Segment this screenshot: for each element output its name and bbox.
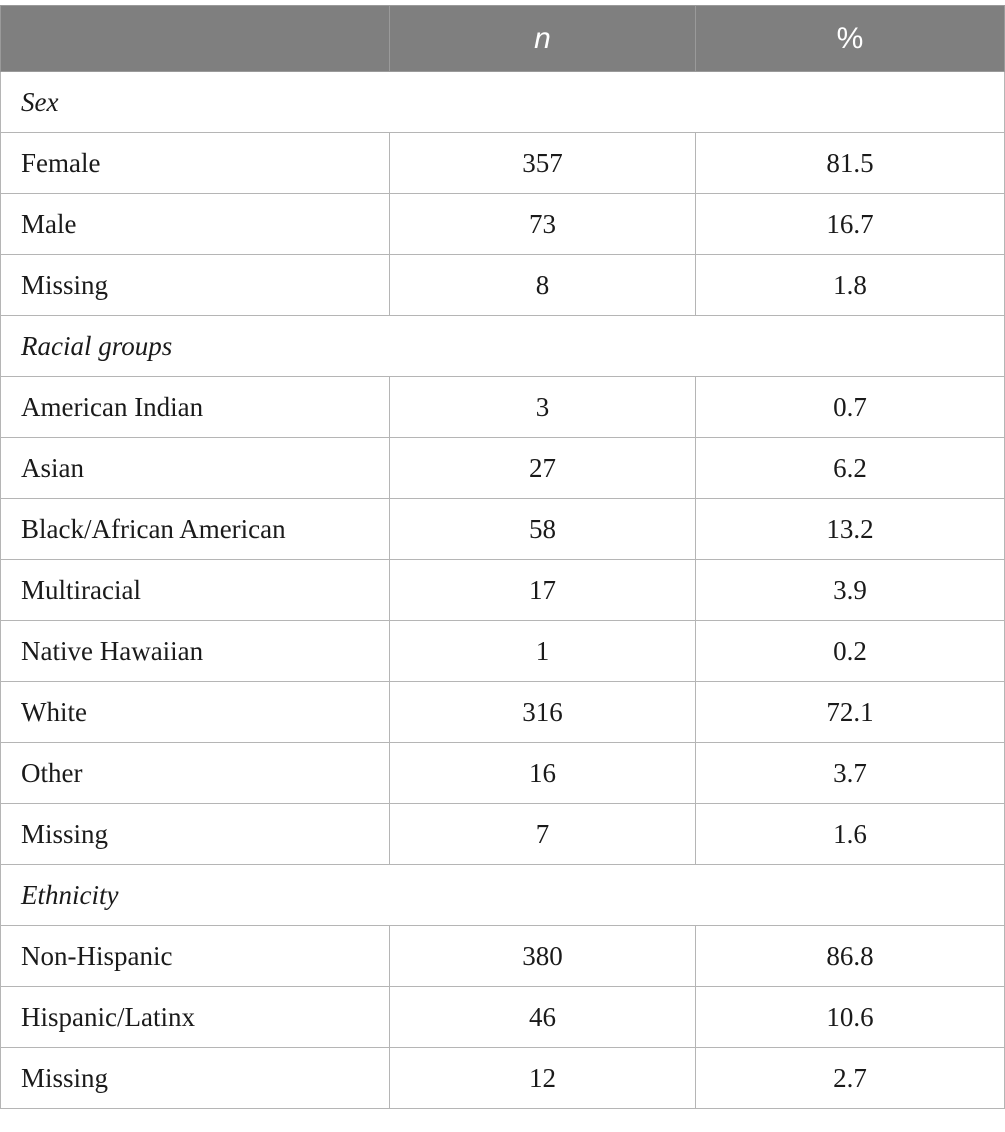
table-row	[1, 682, 1005, 743]
row-label: Missing	[1, 255, 390, 316]
row-n: 316	[390, 682, 696, 743]
table-row	[1, 194, 1005, 255]
row-percent: 3.9	[696, 560, 1005, 621]
row-n: 357	[390, 133, 696, 194]
section-row-ethnicity	[1, 865, 1005, 926]
table-row	[1, 377, 1005, 438]
table-row	[1, 804, 1005, 865]
row-percent: 13.2	[696, 499, 1005, 560]
table-row	[1, 1048, 1005, 1109]
row-n: 1	[390, 621, 696, 682]
row-n: 17	[390, 560, 696, 621]
row-n: 16	[390, 743, 696, 804]
row-label: Native Hawaiian	[1, 621, 390, 682]
row-percent: 10.6	[696, 987, 1005, 1048]
row-n: 7	[390, 804, 696, 865]
row-label: Black/African American	[1, 499, 390, 560]
row-percent: 6.2	[696, 438, 1005, 499]
row-percent: 1.6	[696, 804, 1005, 865]
row-label: Female	[1, 133, 390, 194]
row-label: Male	[1, 194, 390, 255]
row-label: Other	[1, 743, 390, 804]
table-body	[1, 72, 1005, 1109]
row-label: Asian	[1, 438, 390, 499]
section-row-racial-groups	[1, 316, 1005, 377]
row-label: Multiracial	[1, 560, 390, 621]
row-n: 58	[390, 499, 696, 560]
row-label: American Indian	[1, 377, 390, 438]
header-percent: %	[696, 6, 1005, 72]
table-row	[1, 133, 1005, 194]
header-row	[1, 6, 1005, 72]
row-n: 12	[390, 1048, 696, 1109]
row-label: White	[1, 682, 390, 743]
row-percent: 0.2	[696, 621, 1005, 682]
row-label: Hispanic/Latinx	[1, 987, 390, 1048]
row-n: 380	[390, 926, 696, 987]
section-title: Sex	[1, 72, 1005, 133]
row-percent: 3.7	[696, 743, 1005, 804]
row-percent: 2.7	[696, 1048, 1005, 1109]
row-percent: 86.8	[696, 926, 1005, 987]
table-row	[1, 621, 1005, 682]
row-label: Non-Hispanic	[1, 926, 390, 987]
table-row	[1, 438, 1005, 499]
row-n: 73	[390, 194, 696, 255]
row-n: 8	[390, 255, 696, 316]
row-label: Missing	[1, 804, 390, 865]
demographics-table	[0, 5, 1005, 1109]
table-row	[1, 499, 1005, 560]
row-percent: 81.5	[696, 133, 1005, 194]
row-percent: 16.7	[696, 194, 1005, 255]
row-percent: 1.8	[696, 255, 1005, 316]
section-title: Ethnicity	[1, 865, 1005, 926]
section-title: Racial groups	[1, 316, 1005, 377]
table-row	[1, 987, 1005, 1048]
row-label: Missing	[1, 1048, 390, 1109]
table-header	[1, 6, 1005, 72]
row-percent: 0.7	[696, 377, 1005, 438]
section-row-sex	[1, 72, 1005, 133]
table-row	[1, 560, 1005, 621]
table-row	[1, 255, 1005, 316]
row-n: 3	[390, 377, 696, 438]
header-blank-cell	[1, 6, 390, 72]
row-percent: 72.1	[696, 682, 1005, 743]
header-n: n	[390, 6, 696, 72]
row-n: 27	[390, 438, 696, 499]
table-row	[1, 926, 1005, 987]
row-n: 46	[390, 987, 696, 1048]
table-row	[1, 743, 1005, 804]
